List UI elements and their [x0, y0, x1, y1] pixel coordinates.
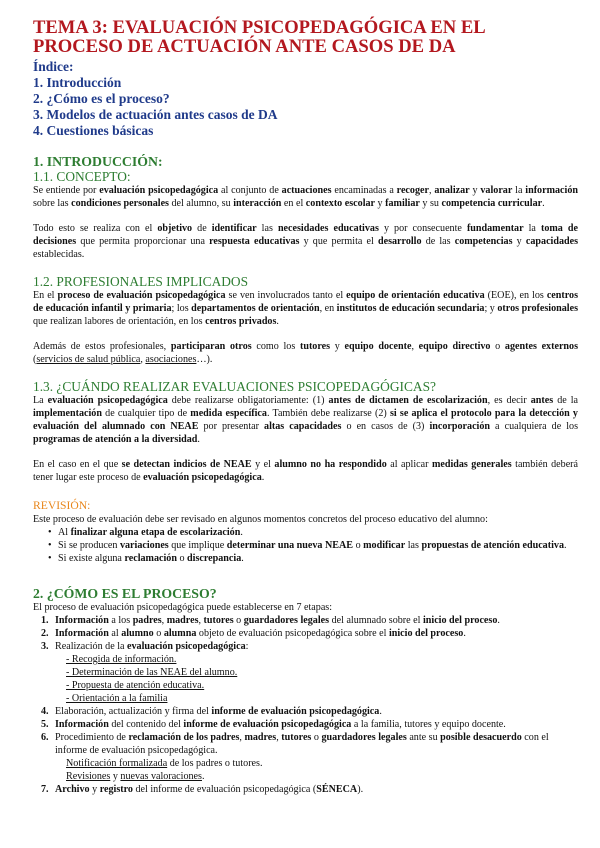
- process-steps-final: [33, 783, 578, 796]
- step-number: 1.: [41, 615, 49, 626]
- list-item: • Si existe alguna reclamación o discrepancia.: [48, 552, 578, 565]
- revision-list: [33, 526, 578, 565]
- list-item: 5. Información del contenido del informe de evaluación psicopedagógica a la familia, tutores y equipo docente.: [41, 719, 506, 730]
- list-item: 4. Elaboración, actualización y firma del informe de evaluación psicopedagógica.: [41, 706, 382, 717]
- sub-item: - Determinación de las NEAE del alumno.: [66, 667, 238, 678]
- index-item[interactable]: 1. Introducción: [33, 75, 122, 90]
- section-2-heading: 2. ¿CÓMO ES EL PROCESO?: [33, 586, 217, 601]
- sub-item: - Propuesta de atención educativa.: [66, 680, 205, 691]
- step-number: 7.: [41, 784, 49, 795]
- index-heading: Índice:: [33, 59, 74, 74]
- professionals-paragraph-2: Además de estos profesionales, participaran otros como los tutores y equipo docente, equipo directivo o agentes externos (servicios de salud pública, asociaciones…).: [33, 341, 579, 365]
- step-number: 4.: [41, 706, 49, 717]
- concept-paragraph-1: Se entiende por evaluación psicopedagógica al conjunto de actuaciones encaminadas a recoger, analizar y valorar la información sobre las condiciones personales del alumno, su interacción en el contexto escolar y familiar y su competencia curricular.: [33, 185, 578, 209]
- list-item: 1. Información a los padres, madres, tutores o guardadores legales del alumnado sobre el inicio del proceso.: [41, 615, 500, 626]
- professionals-paragraph-1: En el proceso de evaluación psicopedagógica se ven involucrados tanto el equipo de orientación educativa (EOE), en los centros de educación infantil y primaria; los departamentos de orientación, en institutos de educación secundaria; y otros profesionales que realizan labores de orientación, en los centros privados.: [33, 290, 579, 327]
- list-item: 3. Realización de la evaluación psicopedagógica:: [41, 641, 249, 652]
- concept-paragraph-2: Todo esto se realiza con el objetivo de identificar las necesidades educativas y por consecuente fundamentar la toma de decisiones que permita proporcionar una respuesta educativas y que permita el desarrollo de las competencias y capacidades establecidas.: [33, 223, 579, 260]
- sub-item: - Recogida de información.: [66, 654, 177, 665]
- list-item: • Si se producen variaciones que implique determinar una nueva NEAE o modificar las propuestas de atención educativa.: [48, 539, 578, 552]
- step-number: 5.: [41, 719, 49, 730]
- section-1-heading: 1. INTRODUCCIÓN:: [33, 154, 163, 169]
- process-steps: [33, 614, 578, 653]
- section-1-2-heading: 1.2. PROFESIONALES IMPLICADOS: [33, 274, 249, 289]
- process-steps-continued: [33, 705, 578, 757]
- section-1-1-heading: 1.1. CONCEPTO:: [33, 169, 131, 184]
- revision-intro: Este proceso de evaluación debe ser revisado en algunos momentos concretos del proceso educativo del alumno:: [33, 514, 488, 525]
- list-item: • Al finalizar alguna etapa de escolarización.: [48, 526, 578, 539]
- when-paragraph-1: La evaluación psicopedagógica debe realizarse obligatoriamente: (1) antes de dictamen de escolarización, es decir antes de la implementación de cualquier tipo de medida específica. También debe realizarse (2) si se aplica el protocolo para la detección y evaluación del alumnado con NEAE por presentar altas capacidades o en casos de (3) incorporación a cualquiera de los programas de atención a la diversidad.: [33, 395, 579, 445]
- list-item: 2. Información al alumno o alumna objeto de evaluación psicopedagógica sobre el inicio del proceso.: [41, 628, 466, 639]
- section-1-3-heading: 1.3. ¿CUÁNDO REALIZAR EVALUACIONES PSICOPEDAGÓGICAS?: [33, 379, 436, 394]
- list-item: 7. Archivo y registro del informe de evaluación psicopedagógica (SÉNECA).: [41, 784, 364, 795]
- when-paragraph-2: En el caso en el que se detectan indicios de NEAE y el alumno no ha respondido al aplicar medidas generales también deberá tener lugar este proceso de evaluación psicopedagógica.: [33, 459, 579, 483]
- document-title: TEMA 3: EVALUACIÓN PSICOPEDAGÓGICA EN EL PROCESO DE ACTUACIÓN ANTE CASOS DE DA: [33, 17, 485, 57]
- index-item[interactable]: 3. Modelos de actuación antes casos de DA: [33, 107, 278, 122]
- sub-item: - Orientación a la familia: [66, 693, 168, 704]
- step-number: 3.: [41, 641, 49, 652]
- step-number: 2.: [41, 628, 49, 639]
- revision-heading: REVISIÓN:: [33, 499, 91, 512]
- process-intro: El proceso de evaluación psicopedagógica puede establecerse en 7 etapas:: [33, 602, 333, 613]
- sub-item: Revisiones y nuevas valoraciones.: [66, 771, 205, 782]
- list-item: 6. Procedimiento de reclamación de los padres, madres, tutores o guardadores legales ante su posible desacuerdo con el informe de evaluación psicopedagógica.: [41, 732, 549, 756]
- sub-item: Notificación formalizada de los padres o tutores.: [66, 758, 263, 769]
- step-number: 6.: [41, 732, 49, 743]
- index-item[interactable]: 4. Cuestiones básicas: [33, 123, 154, 138]
- index-item[interactable]: 2. ¿Cómo es el proceso?: [33, 91, 170, 106]
